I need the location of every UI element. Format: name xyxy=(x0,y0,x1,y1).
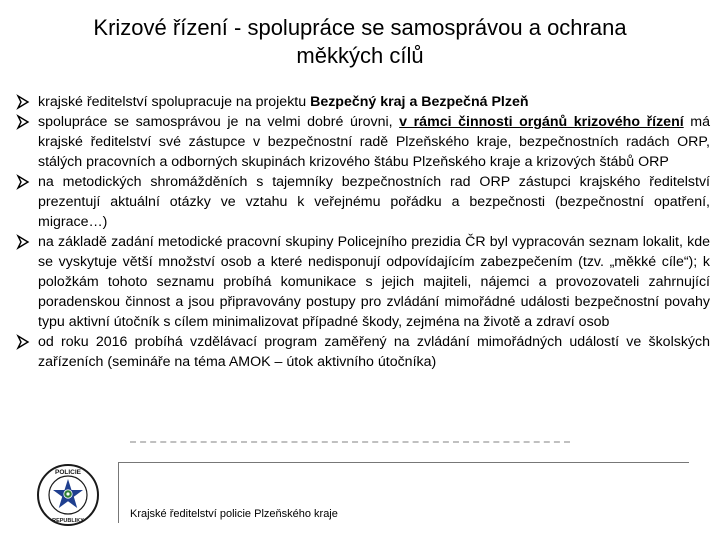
slide-title xyxy=(30,14,690,70)
police-badge-logo-icon xyxy=(36,463,100,527)
bullet-text-continued: má krajské ředitelství své zástupce v bezpečnostní radě Plzeňského kraje, bezpečnostních radách ORP, stálých pracovních a odborných skupinách krizového štábu Plzeňského kraje a krizových štábů ORP xyxy=(38,114,710,170)
bullet-underlined-text: v rámci činnosti orgánů krizového řízení xyxy=(399,114,684,130)
bullet-item xyxy=(16,92,710,112)
bullet-text: krajské ředitelství spolupracuje na projektu xyxy=(38,94,311,110)
arrow-bullet-icon xyxy=(16,172,32,192)
footer-label: Krajské ředitelství policie Plzeňského kraje xyxy=(130,508,338,520)
bullet-bold-text: Bezpečný kraj a Bezpečná Plzeň xyxy=(310,94,529,110)
bullet-text: na základě zadání metodické pracovní skupiny Policejního prezidia ČR byl vypracován seznam lokalit, kde se vyskytuje větší množství osob a které nedisponují odpovídajícím zabezpečením (tzv. „měkké cíle“); k položkám tohoto seznamu probíhá komunikace s jejich majiteli, nájemci a provozovateli zahrnující poradenskou činnost a jsou připravovány postupy pro zvládání mimořádné události bezpečnostní povahy typu aktivní útočník s cílem minimalizovat případné škody, zejména na životě a zdraví osob xyxy=(38,234,710,330)
bullet-text: spolupráce se samosprávou je na velmi dobré úrovni, xyxy=(38,114,400,130)
slide-title-line-2: měkkých cílů xyxy=(296,43,424,68)
bullet-item xyxy=(16,232,710,332)
slide-title-line-1: Krizové řízení - spolupráce se samosprávou a ochrana xyxy=(93,15,627,40)
bullet-text: od roku 2016 probíhá vzdělávací program zaměřený na zvládání mimořádných událostí ve školských zařízeních (semináře na téma AMOK – útok aktivního útočníka) xyxy=(38,334,710,370)
bullet-text: na metodických shromážděních s tajemníky bezpečnostních rad ORP zástupci krajského ředitelství prezentují aktuální otázky ve vztahu k veřejnému pořádku a bezpečnosti (bezpečnostní opatření, migrace…) xyxy=(38,174,710,230)
dashed-divider xyxy=(130,441,570,443)
arrow-bullet-icon xyxy=(16,92,32,112)
arrow-bullet-icon xyxy=(16,112,32,132)
svg-text:POLICIE: POLICIE xyxy=(54,469,82,476)
bullet-item xyxy=(16,112,710,172)
arrow-bullet-icon xyxy=(16,332,32,352)
arrow-bullet-icon xyxy=(16,232,32,252)
bullet-list xyxy=(16,92,710,372)
bullet-item xyxy=(16,172,710,232)
svg-text:REPUBLIKY: REPUBLIKY xyxy=(52,518,84,524)
bullet-item xyxy=(16,332,710,372)
